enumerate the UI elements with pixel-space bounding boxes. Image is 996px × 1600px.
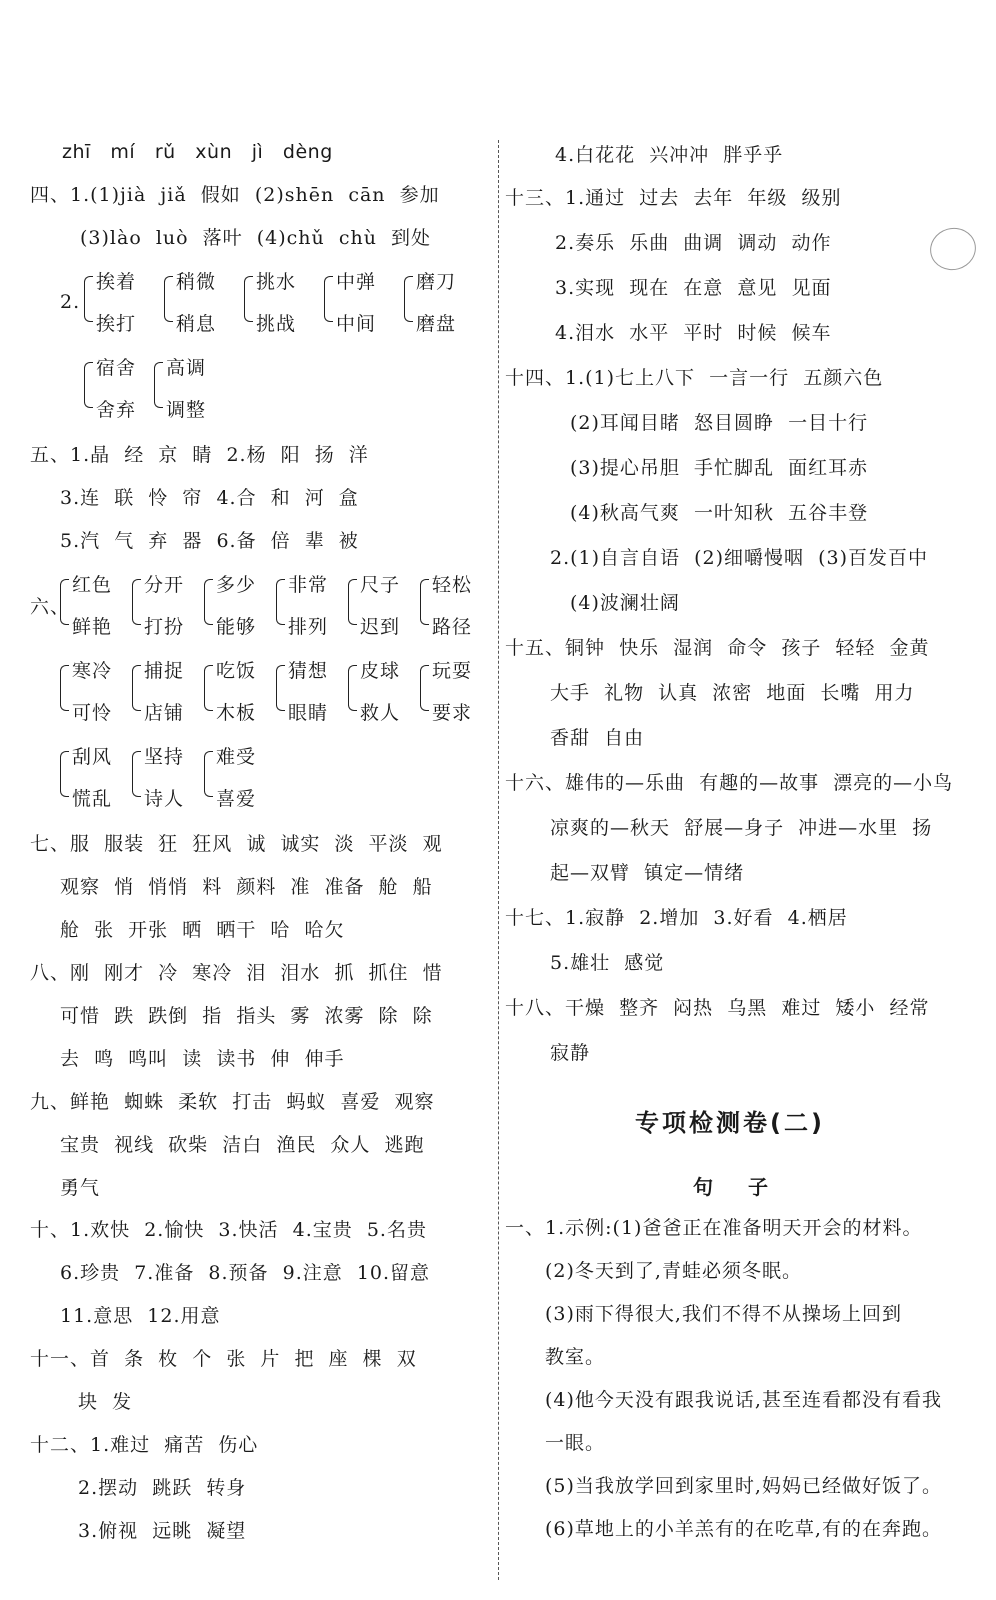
sentence-line-3: (3)雨下得很大,我们不得不从操场上回到: [545, 1303, 902, 1325]
section-17-line-1: 十七、1.寂静 2.增加 3.好看 4.栖居: [505, 907, 848, 929]
word-pair-item: 多少: [216, 574, 257, 596]
word-pair-item: 稍息: [176, 313, 217, 335]
word-pair-item: 打扮: [144, 616, 185, 638]
sentence-line-5: (4)他今天没有跟我说话,甚至连看都没有看我: [545, 1389, 942, 1411]
word-pair-item: 稍微: [176, 271, 217, 293]
section-8-line-1: 八、刚 刚才 冷 寒冷 泪 泪水 抓 抓住 惜: [30, 962, 443, 984]
word-pair-item: 轻松: [432, 574, 473, 596]
word-pair-item: 可怜: [72, 702, 113, 724]
section-18-line-2: 寂静: [550, 1042, 591, 1064]
sentence-line-7: (5)当我放学回到家里时,妈妈已经做好饭了。: [545, 1475, 942, 1497]
word-pair-item: 难受: [216, 746, 257, 768]
section-18-line-1: 十八、干燥 整齐 闷热 乌黑 难过 矮小 经常: [505, 997, 930, 1019]
brace-mark: [154, 362, 163, 408]
word-pair-item: 磨盘: [416, 313, 457, 335]
word-pair-item: 非常: [288, 574, 329, 596]
word-pair-item: 吃饭: [216, 660, 257, 682]
brace-mark: [60, 665, 69, 711]
word-pair-item: 救人: [360, 702, 401, 724]
section-10-line-3: 11.意思 12.用意: [60, 1305, 221, 1327]
sentence-line-4: 教室。: [545, 1346, 606, 1368]
word-pair-item: 宿舍: [96, 357, 137, 379]
word-pair-item: 慌乱: [72, 788, 113, 810]
sentence-line-8: (6)草地上的小羊羔有的在吃草,有的在奔跑。: [545, 1518, 942, 1540]
brace-mark: [84, 276, 93, 322]
section-9-line-1: 九、鲜艳 蜘蛛 柔软 打击 蚂蚁 喜爱 观察: [30, 1091, 435, 1113]
section-12-line-1: 十二、1.难过 痛苦 伤心: [30, 1434, 259, 1456]
brace-mark: [348, 665, 357, 711]
word-pair-item: 木板: [216, 702, 257, 724]
section-15-line-3: 香甜 自由: [550, 727, 645, 749]
section-subtitle: 句 子: [693, 1175, 782, 1199]
right-line-1: 4.白花花 兴冲冲 胖乎乎: [555, 144, 784, 166]
section-10-line-2: 6.珍贵 7.准备 8.预备 9.注意 10.留意: [60, 1262, 431, 1284]
section-12-line-3: 3.俯视 远眺 凝望: [78, 1520, 247, 1542]
brace-mark: [204, 751, 213, 797]
word-pair-item: 刮风: [72, 746, 113, 768]
section-14-line-4: (4)秋高气爽 一叶知秋 五谷丰登: [570, 502, 869, 524]
brace-mark: [204, 665, 213, 711]
word-pair-item: 调整: [166, 399, 207, 421]
word-pair-item: 挨着: [96, 271, 137, 293]
section-13-line-1: 十三、1.通过 过去 去年 年级 级别: [505, 187, 842, 209]
brace-mark: [420, 665, 429, 711]
word-pair-item: 中间: [336, 313, 377, 335]
section-4-item-2-number: 2.: [60, 291, 81, 313]
section-7-line-3: 舱 张 开张 晒 晒干 哈 哈欠: [60, 919, 345, 941]
section-6-label: 六、: [30, 596, 71, 618]
brace-mark: [244, 276, 253, 322]
word-pair-item: 舍弃: [96, 399, 137, 421]
section-7-line-1: 七、服 服装 狂 狂风 诚 诚实 淡 平淡 观: [30, 833, 443, 855]
word-pair-item: 店铺: [144, 702, 185, 724]
word-pair-item: 挨打: [96, 313, 137, 335]
section-15-line-2: 大手 礼物 认真 浓密 地面 长嘴 用力: [550, 682, 915, 704]
section-13-line-3: 3.实现 现在 在意 意见 见面: [555, 277, 832, 299]
brace-mark: [132, 579, 141, 625]
column-divider: [498, 140, 499, 1580]
section-7-line-2: 观察 悄 悄悄 料 颜料 准 准备 舱 船: [60, 876, 433, 898]
section-14-line-3: (3)提心吊胆 手忙脚乱 面红耳赤: [570, 457, 869, 479]
sentence-line-6: 一眼。: [545, 1432, 606, 1454]
section-13-line-4: 4.泪水 水平 平时 时候 候车: [555, 322, 832, 344]
section-14-line-2: (2)耳闻目睹 怒目圆睁 一目十行: [570, 412, 869, 434]
brace-mark: [164, 276, 173, 322]
brace-mark: [348, 579, 357, 625]
section-12-line-2: 2.摆动 跳跃 转身: [78, 1477, 247, 1499]
section-9-line-3: 勇气: [60, 1177, 101, 1199]
word-pair-item: 分开: [144, 574, 185, 596]
section-16-line-1: 十六、雄伟的—乐曲 有趣的—故事 漂亮的—小鸟: [505, 772, 954, 794]
section-13-line-2: 2.奏乐 乐曲 曲调 调动 动作: [555, 232, 832, 254]
word-pair-item: 挑水: [256, 271, 297, 293]
brace-mark: [84, 362, 93, 408]
word-pair-item: 眼睛: [288, 702, 329, 724]
section-9-line-2: 宝贵 视线 砍柴 洁白 渔民 众人 逃跑: [60, 1134, 425, 1156]
brace-mark: [60, 579, 69, 625]
section-5-line-1: 五、1.晶 经 京 睛 2.杨 阳 扬 洋: [30, 444, 369, 466]
sentence-line-2: (2)冬天到了,青蛙必须冬眠。: [545, 1260, 802, 1282]
section-5-line-3: 5.汽 气 弃 器 6.备 倍 辈 被: [60, 530, 359, 552]
word-pair-item: 诗人: [144, 788, 185, 810]
stamp-mark: [925, 223, 980, 275]
word-pair-item: 高调: [166, 357, 207, 379]
brace-mark: [276, 579, 285, 625]
section-8-line-2: 可惜 跌 跌倒 指 指头 雾 浓雾 除 除: [60, 1005, 433, 1027]
brace-mark: [276, 665, 285, 711]
word-pair-item: 路径: [432, 616, 473, 638]
section-5-line-2: 3.连 联 怜 帘 4.合 和 河 盒: [60, 487, 359, 509]
section-10-line-1: 十、1.欢快 2.愉快 3.快活 4.宝贵 5.名贵: [30, 1219, 427, 1241]
brace-mark: [420, 579, 429, 625]
word-pair-item: 排列: [288, 616, 329, 638]
section-14-line-1: 十四、1.(1)七上八下 一言一行 五颜六色: [505, 367, 884, 389]
section-14-line-5: 2.(1)自言自语 (2)细嚼慢咽 (3)百发百中: [550, 547, 929, 569]
section-8-line-3: 去 鸣 鸣叫 读 读书 伸 伸手: [60, 1048, 345, 1070]
section-14-line-6: (4)波澜壮阔: [570, 592, 680, 614]
brace-mark: [132, 751, 141, 797]
section-title: 专项检测卷(二): [635, 1109, 825, 1137]
word-pair-item: 红色: [72, 574, 113, 596]
brace-mark: [204, 579, 213, 625]
section-15-line-1: 十五、铜钟 快乐 湿润 命令 孩子 轻轻 金黄: [505, 637, 930, 659]
word-pair-item: 磨刀: [416, 271, 457, 293]
word-pair-item: 迟到: [360, 616, 401, 638]
word-pair-item: 猜想: [288, 660, 329, 682]
word-pair-item: 寒冷: [72, 660, 113, 682]
section-11-line-1: 十一、首 条 枚 个 张 片 把 座 棵 双: [30, 1348, 417, 1370]
section-4-line-2: (3)lào luò 落叶 (4)chǔ chù 到处: [80, 227, 432, 249]
brace-mark: [132, 665, 141, 711]
word-pair-item: 能够: [216, 616, 257, 638]
word-pair-item: 捕捉: [144, 660, 185, 682]
word-pair-item: 喜爱: [216, 788, 257, 810]
word-pair-item: 挑战: [256, 313, 297, 335]
sentence-line-1: 一、1.示例:(1)爸爸正在准备明天开会的材料。: [505, 1217, 923, 1239]
section-4-line-1: 四、1.(1)jià jiǎ 假如 (2)shēn cān 参加: [30, 184, 440, 206]
word-pair-item: 要求: [432, 702, 473, 724]
word-pair-item: 皮球: [360, 660, 401, 682]
word-pair-item: 玩耍: [432, 660, 473, 682]
section-16-line-2: 凉爽的—秋天 舒展—身子 冲进—水里 扬: [550, 817, 933, 839]
section-17-line-2: 5.雄壮 感觉: [550, 952, 665, 974]
word-pair-item: 鲜艳: [72, 616, 113, 638]
section-11-line-2: 块 发: [78, 1391, 133, 1413]
pinyin-row: zhī mí rǔ xùn jì dèng: [62, 141, 333, 163]
section-16-line-3: 起—双臂 镇定—情绪: [550, 862, 745, 884]
brace-mark: [324, 276, 333, 322]
brace-mark: [60, 751, 69, 797]
word-pair-item: 中弹: [336, 271, 377, 293]
word-pair-item: 坚持: [144, 746, 185, 768]
word-pair-item: 尺子: [360, 574, 401, 596]
brace-mark: [404, 276, 413, 322]
